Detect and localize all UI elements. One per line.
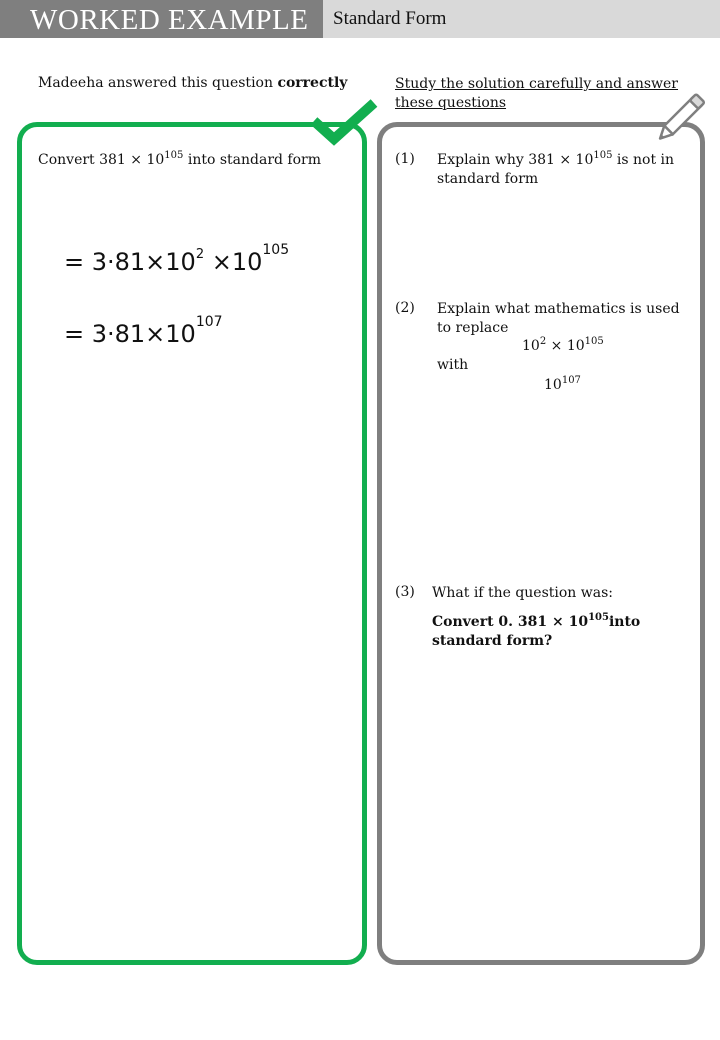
- q2-expr2-exp: 107: [561, 375, 581, 386]
- question-text: [38, 150, 321, 170]
- q2-expression-1: [522, 338, 604, 354]
- topic-title: Standard Form: [323, 0, 720, 38]
- q3-bold-exp: 105: [588, 612, 609, 623]
- q1-text: [437, 151, 692, 189]
- questions-panel: [377, 122, 705, 965]
- q3-number: (3): [395, 584, 415, 600]
- q2-number: (2): [395, 300, 415, 316]
- working-line-1-exp1: 2: [195, 247, 205, 262]
- right-intro: Study the solution carefully and answer these questions: [395, 76, 679, 111]
- q2-expr1-base: 10: [522, 338, 540, 354]
- q2-expr1-exp: 2: [539, 336, 547, 347]
- q3-bold-question: [432, 613, 682, 651]
- question-prefix: Convert 381 × 10: [38, 152, 165, 168]
- q2-expr1-mid: × 10: [546, 338, 585, 354]
- working-line-1: [64, 242, 289, 276]
- working-line-2-text: = 3·81×10: [64, 320, 196, 348]
- q1-number: (1): [395, 151, 415, 167]
- q1-prefix: Explain why 381 × 10: [437, 152, 594, 168]
- pencil-icon: [650, 86, 714, 150]
- working-line-2: [64, 314, 223, 348]
- question-exponent: 105: [164, 150, 184, 161]
- working-line-1-mid: ×10: [204, 248, 263, 276]
- q2-expression-2: [544, 377, 581, 393]
- working-line-1-exp2: 105: [262, 242, 290, 258]
- left-intro-bold: correctly: [277, 75, 348, 91]
- q1-exponent: 105: [593, 150, 613, 161]
- q3-bold-suffix: into standard form?: [432, 614, 641, 649]
- question-suffix: into standard form: [183, 152, 322, 168]
- q2-expr2-base: 10: [544, 377, 562, 393]
- q1-suffix: is not in standard form: [437, 152, 675, 187]
- working-line-1-text: = 3·81×10: [64, 248, 196, 276]
- q2-with: with: [437, 357, 469, 373]
- working-line-2-exp: 107: [195, 314, 223, 330]
- left-intro: [38, 75, 347, 91]
- check-icon: [310, 97, 380, 147]
- banner-title: WORKED EXAMPLE: [0, 0, 323, 38]
- q2-text: Explain what mathematics is used to replace: [437, 301, 680, 336]
- q3-bold-prefix: Convert 0. 381 × 10: [432, 614, 589, 630]
- handwritten-working: [60, 232, 300, 352]
- q3-text: What if the question was:: [432, 585, 613, 601]
- q2-expr1-exp2: 105: [584, 336, 604, 347]
- left-intro-text: Madeeha answered this question: [38, 75, 278, 91]
